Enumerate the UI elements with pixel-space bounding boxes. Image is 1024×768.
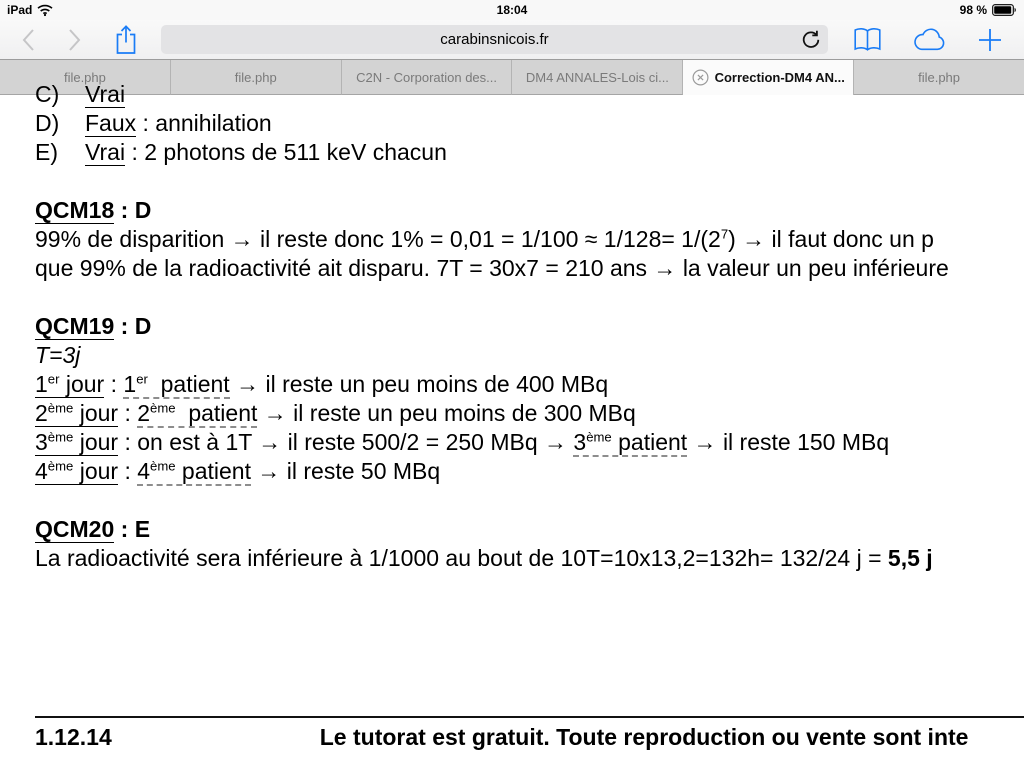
browser-toolbar [0, 20, 1024, 60]
text-run: : annihilation [136, 110, 272, 136]
text-run: : on est à 1T → il reste 500/2 = 250 MBq → [118, 429, 574, 455]
list-label: C) [35, 81, 60, 107]
chevron-right-icon [68, 29, 81, 51]
spacer [35, 167, 1024, 196]
tab-2-file-php[interactable] [171, 60, 342, 95]
answer-e [35, 138, 1024, 167]
new-tab-button[interactable] [977, 27, 1003, 53]
tab-label: file.php [63, 69, 106, 85]
text-run: Faux [85, 110, 137, 136]
text-run: : 2 photons de 511 keV chacun [125, 139, 447, 165]
text-run: : [118, 458, 138, 484]
text-run: → il reste 150 MBq [687, 429, 890, 455]
book-icon [853, 27, 882, 52]
text-run: : [104, 371, 124, 397]
text-run: 1er patient [123, 371, 230, 397]
qcm19-day-2 [35, 399, 1024, 428]
toolbar-right [853, 27, 1003, 53]
tab-label: file.php [918, 69, 961, 85]
qcm19-day-3 [35, 428, 1024, 457]
spacer [35, 486, 1024, 515]
text-run: Vrai [85, 139, 126, 165]
share-icon [114, 25, 138, 55]
qcm19-day-1 [35, 370, 1024, 399]
qcm19-halflife [35, 341, 1024, 370]
tab-4-dm4-annales-lois-ci[interactable] [512, 60, 683, 95]
list-label: D) [35, 110, 60, 136]
text-run: : [118, 400, 138, 426]
cloud-icon [913, 28, 946, 51]
footer-notice: Le tutorat est gratuit. Toute reproduction ou vente sont inte [319, 724, 969, 750]
text-run: T=3j [35, 342, 81, 368]
status-bar-left [7, 3, 53, 17]
icloud-tabs-button[interactable] [913, 28, 946, 51]
text-run: La radioactivité sera inférieure à 1/1000 au bout de 10T=10x13,2=132h= 132/24 j = [35, 545, 888, 571]
qcm20-heading [35, 515, 1024, 544]
text-run: 4ème patient [137, 458, 251, 484]
qcm19-day-4 [35, 457, 1024, 486]
clock: 18:04 [496, 3, 528, 17]
tab-label: Correction-DM4 AN... [714, 70, 845, 85]
text-run: QCM18 [35, 197, 115, 223]
text-run: : E [114, 516, 151, 542]
text-run: : D [114, 313, 152, 339]
url-text: carabinsnicois.fr [440, 31, 549, 48]
tab-3-c2n-corporation-des[interactable] [342, 60, 513, 95]
tab-5-correction-dm4-an[interactable] [683, 60, 854, 95]
text-run: → il reste un peu moins de 400 MBq [229, 371, 609, 397]
text-run: 2ème patient [137, 400, 258, 426]
text-run: : D [114, 197, 152, 223]
text-run: Vrai [85, 81, 126, 107]
share-button[interactable] [114, 25, 138, 55]
chevron-left-icon [22, 29, 35, 51]
text-run: que 99% de la radioactivité ait disparu. 7T = 30x7 = 210 ans → la valeur un peu inférieure [35, 255, 949, 281]
document-footer [35, 716, 1024, 751]
answer-d [35, 109, 1024, 138]
list-label: E) [35, 139, 58, 165]
qcm18-heading [35, 196, 1024, 225]
toolbar-left [22, 25, 138, 55]
text-run: 3ème patient [573, 429, 688, 455]
qcm18-line-2 [35, 254, 1024, 283]
address-bar[interactable] [161, 25, 828, 54]
text-run: 3ème jour [35, 429, 119, 455]
close-tab-icon[interactable] [692, 69, 709, 86]
device-label: iPad [7, 3, 33, 17]
text-run: 5,5 j [887, 545, 933, 571]
back-button[interactable] [22, 29, 35, 51]
tab-bar [0, 60, 1024, 95]
text-run: QCM19 [35, 313, 115, 339]
tab-label: DM4 ANNALES-Lois ci... [525, 69, 669, 85]
status-bar-right [960, 3, 1017, 17]
tab-label: C2N - Corporation des... [356, 69, 498, 85]
bookmarks-button[interactable] [853, 27, 882, 52]
reload-button[interactable] [802, 30, 820, 49]
status-bar [0, 0, 1024, 20]
plus-icon [977, 27, 1003, 53]
document-body [0, 80, 1024, 573]
spacer [35, 283, 1024, 312]
text-run: → il reste 50 MBq [251, 458, 441, 484]
text-run: 99% de disparition → il reste donc $1\% = 0,01 = 1/100 \approx 1/128= 1/(2^7)$ → il faut donc un p [35, 226, 934, 252]
qcm20-line-1 [35, 544, 1024, 573]
tab-label: file.php [234, 69, 277, 85]
battery-percent: 98 % [959, 3, 987, 17]
footer-date: 1.12.14 [35, 724, 112, 750]
qcm19-heading [35, 312, 1024, 341]
page-content[interactable] [0, 80, 1024, 700]
wifi-icon [37, 4, 53, 16]
qcm18-line-1 [35, 225, 1024, 254]
text-run: 2ème jour [35, 400, 119, 426]
text-run: 1er jour [35, 371, 105, 397]
text-run: → il reste un peu moins de 300 MBq [257, 400, 636, 426]
text-run: 4ème jour [35, 458, 119, 484]
reload-icon [802, 30, 820, 49]
forward-button[interactable] [68, 29, 81, 51]
tab-6-file-php[interactable] [854, 60, 1024, 95]
text-run: QCM20 [35, 516, 115, 542]
battery-icon [992, 4, 1017, 16]
